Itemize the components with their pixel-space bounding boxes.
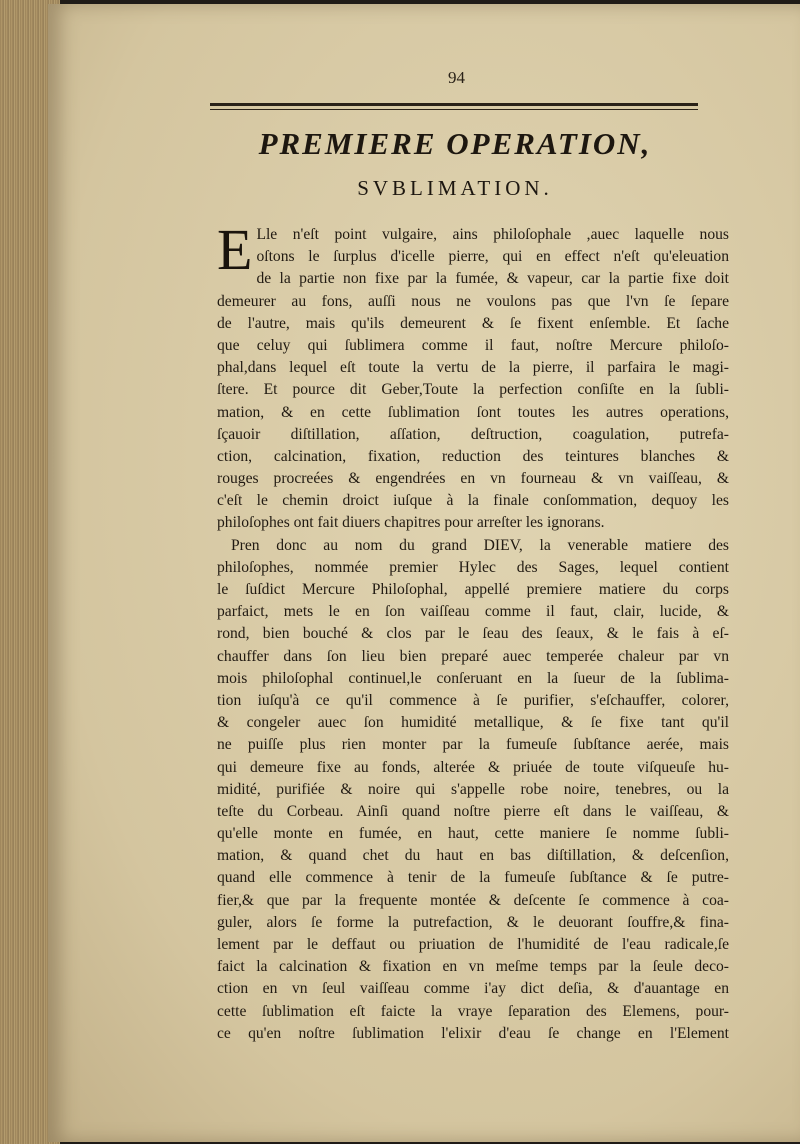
text-line: teſte du Corbeau. Ainſi quand noſtre pierre eſt dans le vaiſſeau, &: [217, 802, 729, 820]
text-line: ne puiſſe plus rien monter par la fumeuſe ſubſtance aerée, mais: [217, 736, 729, 754]
text-line: cette ſublimation eſt faicte la vraye ſeparation des Elemens, pour-: [217, 1002, 729, 1020]
text-line: tion iuſqu'à ce qu'il commence à ſe purifier, s'eſchauffer, colorer,: [217, 691, 729, 709]
text-line: mois philoſophal continuel,le conſeruant en la ſueur de la ſublima-: [217, 669, 729, 687]
body-text: [217, 217, 729, 1045]
text-line: de l'autre, mais qu'ils demeurent & ſe fixent enſemble. Et ſache: [217, 314, 729, 332]
text-line: ſçauoir diſtillation, aſſation, deſtruction, coagulation, putrefa-: [217, 425, 729, 443]
section-title: PREMIERE OPERATION,: [258, 126, 652, 161]
text-line: le ſuſdict Mercure Philoſophal, appellé premiere matiere du corps: [217, 581, 729, 598]
text-line: parfaict, mets le en ſon vaiſſeau comme il faut, clair, lucide, &: [217, 603, 729, 621]
text-line: midité, purifiée & noire qui s'appelle robe noire, tenebres, ou la: [217, 780, 729, 798]
text-line: ction en vn ſeul vaiſſeau comme i'ay dict deſia, & d'auantage en: [217, 980, 729, 998]
text-line: mation, & en cette ſublimation ſont toutes les autres operations,: [217, 403, 729, 421]
text-line: philoſophes ont fait diuers chapitres pour arreſter les ignorans.: [217, 514, 605, 532]
text-line: fier,& que par la frequente montée & deſcente ſe commence à coa-: [217, 891, 729, 909]
text-line: philoſophes, nommée premier Hylec des Sages, lequel contient: [217, 558, 729, 576]
text-line: rouges procreées & engendrées en vn fourneau & vn vaiſſeau, &: [217, 470, 729, 488]
text-line: c'eſt le chemin droict iuſque à la finale conſommation, dequoy les: [217, 492, 729, 510]
text-line: qui demeure fixe au fonds, alterée & priuée de toute viſqueuſe hu-: [217, 758, 729, 776]
text-line: guler, alors ſe forme la putrefaction, & le deuorant ſouffre,& fina-: [217, 913, 729, 931]
drop-cap: E: [217, 217, 253, 282]
text-line: chauffer dans ſon lieu bien preparé auec temperée chaleur par vn: [217, 647, 729, 665]
text-line: phal,dans lequel eſt toute la vertu de la pierre, il parfaira le magi-: [217, 359, 729, 377]
section-subtitle: SVBLIMATION.: [357, 176, 553, 200]
text-line: demeurer au fons, auſſi nous ne voulons pas que l'vn ſe ſepare: [217, 292, 729, 310]
text-line: oſtons le ſurplus d'icelle pierre, qui en effect n'eſt qu'eleuation: [256, 248, 729, 266]
text-line: ce qu'en noſtre ſublimation l'elixir d'eau ſe change en l'Element: [217, 1024, 729, 1042]
text-line: faict la calcination & fixation en vn meſme temps par la ſeule deco-: [217, 958, 729, 976]
header-rule: [210, 103, 698, 110]
text-line: ction, calcination, fixation, reduction des teintures blanches &: [217, 447, 729, 465]
text-line: ſtere. Et pource dit Geber,Toute la perfection conſiſte en la ſubli-: [217, 381, 729, 399]
text-line: rond, bien bouché & clos par le ſeau des ſeaux, & le fais à eſ-: [217, 625, 729, 643]
text-line: & congeler auec ſon humidité metallique, & ſe fixe tant qu'il: [217, 714, 729, 732]
text-line: mation, & quand chet du haut en bas diſtillation, & deſcenſion,: [217, 847, 729, 865]
text-line: qu'elle monte en fumée, en haut, cette maniere ſe nomme ſubli-: [217, 825, 729, 843]
text-line: de la partie non fixe par la fumée, & vapeur, car la partie fixe doit: [256, 270, 729, 288]
text-line: lement par le deffaut ou priuation de l'humidité de l'eau radicale,ſe: [217, 936, 729, 953]
text-line: que celuy qui ſublimera comme il faut, noſtre Mercure philoſo-: [217, 336, 729, 354]
text-line: Pren donc au nom du grand DIEV, la venerable matiere des: [231, 536, 729, 554]
page-number: 94: [448, 68, 465, 87]
text-line: quand elle commence à tenir de la fumeuſe ſubſtance & ſe putre-: [217, 869, 729, 887]
text-line: Lle n'eſt point vulgaire, ains philoſophale ,auec laquelle nous: [256, 226, 729, 243]
